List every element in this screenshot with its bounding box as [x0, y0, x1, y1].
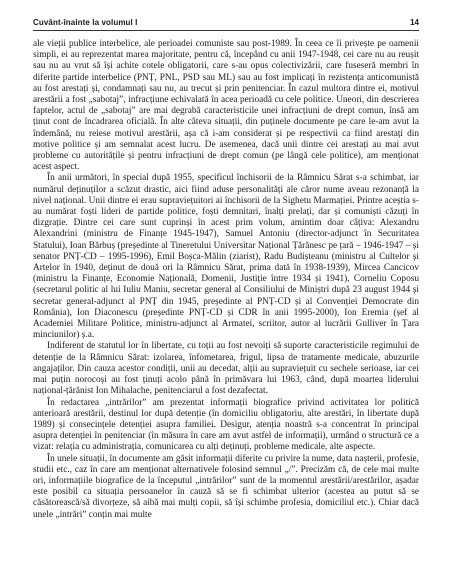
paragraph: În unele situații, în documente am găsit informații diferite cu privire la nume, data nașterii, profesie, studii etc., caz în care am menționat alternativele folosind semnul „/”. Precizăm că, de cele mai multe ori, informațiile biografice de la începutul „intrărilor” sunt de la momentul arestării/arestărilor, așadar este posibil ca situația persoanelor în cauză să se fi schimbat ulterior (acestea au putut să se căsătorească/să divorțeze, să aibă mai mulți copii, să își schimbe profesia, domiciliul etc.). Chiar dacă unele „intrări” conțin mai multe	[33, 453, 420, 520]
body-text	[33, 39, 419, 521]
header-divider	[33, 30, 419, 31]
running-header-title: Cuvânt-înainte la volumul I	[33, 18, 138, 27]
paragraph: În anii următori, în special după 1955, specificul închisorii de la Râmnicu Sărat s-a schimbat, iar numărul deținuților a scăzut drastic, aici fiind aduse personalități ale căror nume aveau rezonanță la nivel național. Unii dintre ei erau supraviețuitori ai închisorii de la Sighetu Marmației. Printre aceștia s-au numărat foști lideri de partide politice, foști demnitari, înalți prelați, dar și comuniști căzuți în dizgrație. Dintre cei care sunt cuprinși în acest prim volum, amintim doar câțiva: Alexandru Alexandrini (ministru de Finanțe 1945-1947), Samuel Antoniu (director-adjunct în Securitatea Statului), Ioan Bărbuș (președinte al Tineretului Universitar Național Țărănesc pe țară – 1946-1947 – și senator PNȚ-CD – 1995-1996), Emil Boșca-Mălin (ziarist), Radu Budișteanu (ministru al Cultelor și Artelor în 1940, deținut de două ori la Râmnicu Sărat, prima dată în 1938-1939), Mircea Cancicov (ministru la Finanțe, Economie Națională, Domenii, Justiție între 1934 și 1941), Corneliu Coposu (secretarul politic al lui Iuliu Maniu, secretar general al Consiliului de Miniștri după 23 august 1944 și secretar general-adjunct al PNȚ din 1945, președinte al PNȚ-CD și al Convenției Democrate din România), Ion Diaconescu (președinte PNȚ-CD și CDR în anii 1995-2000), Ion Eremia (șef al Academiei Militare Politice, ministru-adjunct al Armatei, scriitor, autor al lucrării Gulliver în Țara minciunilor) ș.a.	[33, 173, 419, 341]
page-number: 14	[410, 18, 419, 27]
paragraph: În redactarea „intrărilor” am prezentat informații biografice privind activitatea lor politică anterioară arestării, destinul lor după detenție (în domiciliu obligatoriu, alte arestări, în libertate după 1989) și consecințele detenției asupra familiei. Desigur, atenția noastră s-a concentrat în principal asupra detenției în penitenciar (în măsura în care am avut astfel de informații), urmând o structură ce a vizat: relația cu administrația, comunicarea cu alți deținuți, probleme medicale, alte aspecte.	[33, 397, 419, 453]
paragraph-continued: ale vieții publice interbelice, ale perioadei comuniste sau post-1989. În ceea ce îi privește pe oamenii simpli, ei au reprezentat marea majoritate, pentru că, începând cu anii 1947-1948, cei care nu au reușit sau nu au vrut să își achite cotele obligatorii, care s-au opus colectivizării, care fuseseră membri în diferite partide interbelice (PNȚ, PNL, PSD sau ML) sau au fost implicați în rezistența anticomunistă au fost arestați și, condamnați sau nu, au trecut și prin penitenciar. În cazul multora dintre ei, motivul arestării a fost „sabotaj”, infracțiune echivalată în acea perioadă cu cele politice. Uneori, din descrierea faptelor, actul de „sabotaj” are mai degrabă caracteristicile unei infracțiuni de drept comun, însă am ținut cont de încadrarea oficială. În alte câteva situații, din puținele documente pe care le-am avut la îndemână, nu reiese motivul arestării, așa că i-am considerat și pe respectivii ca fiind arestați din motive politice și am semnalat acest lucru. De asemenea, dacă unii dintre cei arestați au mai avut probleme cu autoritățile și pentru infracțiuni de drept comun (pe lângă cele politice), am menționat acest aspect.	[33, 39, 419, 173]
paragraph: Indiferent de statutul lor în libertate, cu toții au fost nevoiți să suporte caracteristicile regimului de detenție de la Râmnicu Sărat: izolarea, înfometarea, frigul, lipsa de tratamente medicale, abuzurile angajaților. Din cauza acestor condiții, unii au decedat, alții au supraviețuit cu sechele serioase, iar cei mai puțin norocoși au fost ținuți acolo până în primăvara lui 1963, când, după moartea liderului național-țărănist Ion Mihalache, penitenciarul a fost dezafectat.	[33, 341, 419, 397]
running-header	[33, 9, 419, 37]
